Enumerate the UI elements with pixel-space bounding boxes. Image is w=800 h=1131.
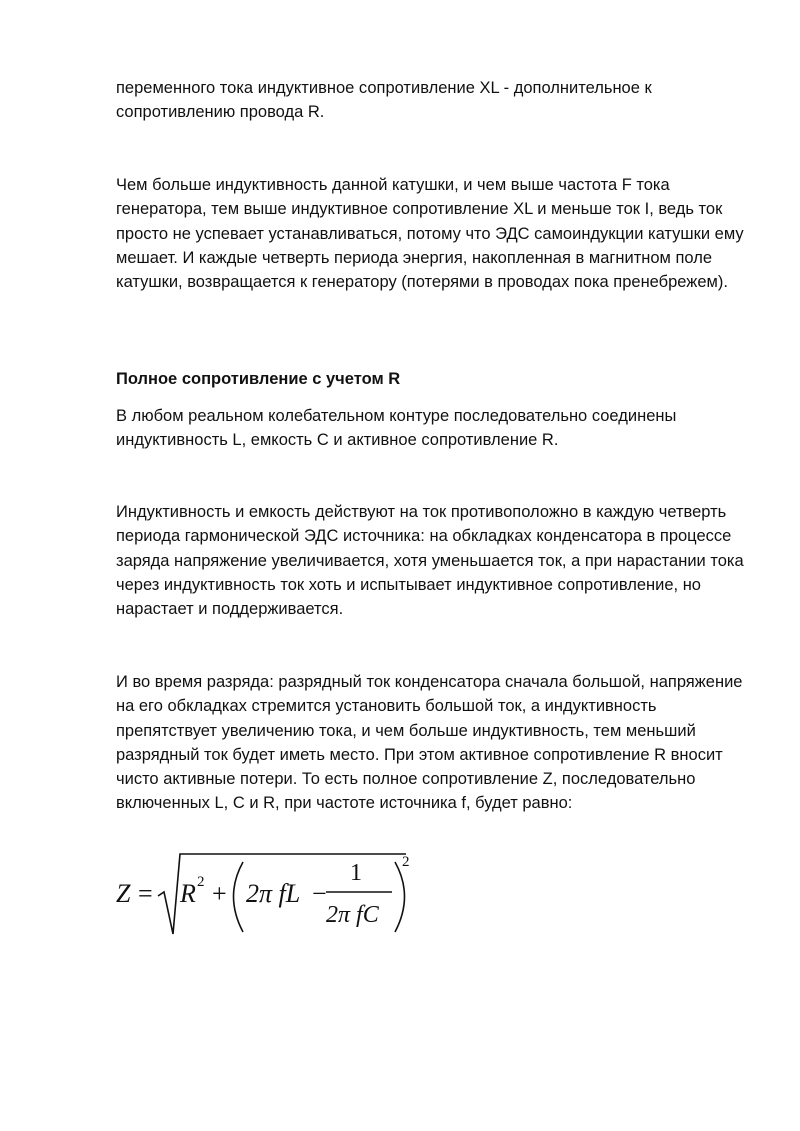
formula-outer-exponent: 2 <box>402 854 410 870</box>
formula-r-exponent: 2 <box>197 874 205 890</box>
formula-r: R <box>180 879 196 908</box>
section-heading: Полное сопротивление с учетом R <box>116 370 401 388</box>
left-parenthesis-icon <box>234 862 244 932</box>
right-parenthesis-icon <box>395 862 405 932</box>
formula-plus: + <box>212 879 227 908</box>
formula-2pi-fl: 2π fL <box>246 879 301 908</box>
paragraph-inductance-frequency: Чем больше индуктивность данной катушки, и чем выше частота F тока генератора, тем выше индуктивное сопротивление XL и меньше ток I, ведь ток просто не успевает устанавливаться, потому что ЭДС самоиндукции катушки ему мешает. И каждые четверть периода энергия, накопленная в магнитном поле катушки, возвращается к генератору (потерями в проводах пока пренебрежем). <box>116 176 744 292</box>
paragraph-discharge: И во время разряда: разрядный ток конденсатора сначала большой, напряжение на его обкладках стремится установить большой ток, а индуктивность препятствует увеличению тока, и чем больше индуктивность, тем меньший разрядный ток будет иметь место. При этом активное сопротивление R вносит чисто активные потери. То есть полное сопротивление Z, последовательно включенных L, C и R, при частоте источника f, будет равно: <box>116 673 743 813</box>
paragraph-inductance-capacitance: Индуктивность и емкость действуют на ток противоположно в каждую четверть периода гармонической ЭДС источника: на обкладках конденсатора в процессе заряда напряжение увеличивается, хотя уменьшается ток, а при нарастании тока через индуктивность ток хоть и испытывает индуктивное сопротивление, но нарастает и поддерживается. <box>116 503 744 619</box>
formula-equals: = <box>138 879 153 908</box>
formula-numerator: 1 <box>350 860 362 886</box>
paragraph-inductive-reactance: переменного тока индуктивное сопротивление XL - дополнительное к сопротивлению провода R. <box>116 79 652 122</box>
impedance-formula <box>116 850 436 940</box>
paragraph-real-circuit: В любом реальном колебательном контуре последовательно соединены индуктивность L, емкость C и активное сопротивление R. <box>116 407 677 450</box>
formula-minus: − <box>312 879 327 908</box>
formula-denominator: 2π fC <box>326 902 379 928</box>
formula-lhs: Z <box>116 879 131 908</box>
